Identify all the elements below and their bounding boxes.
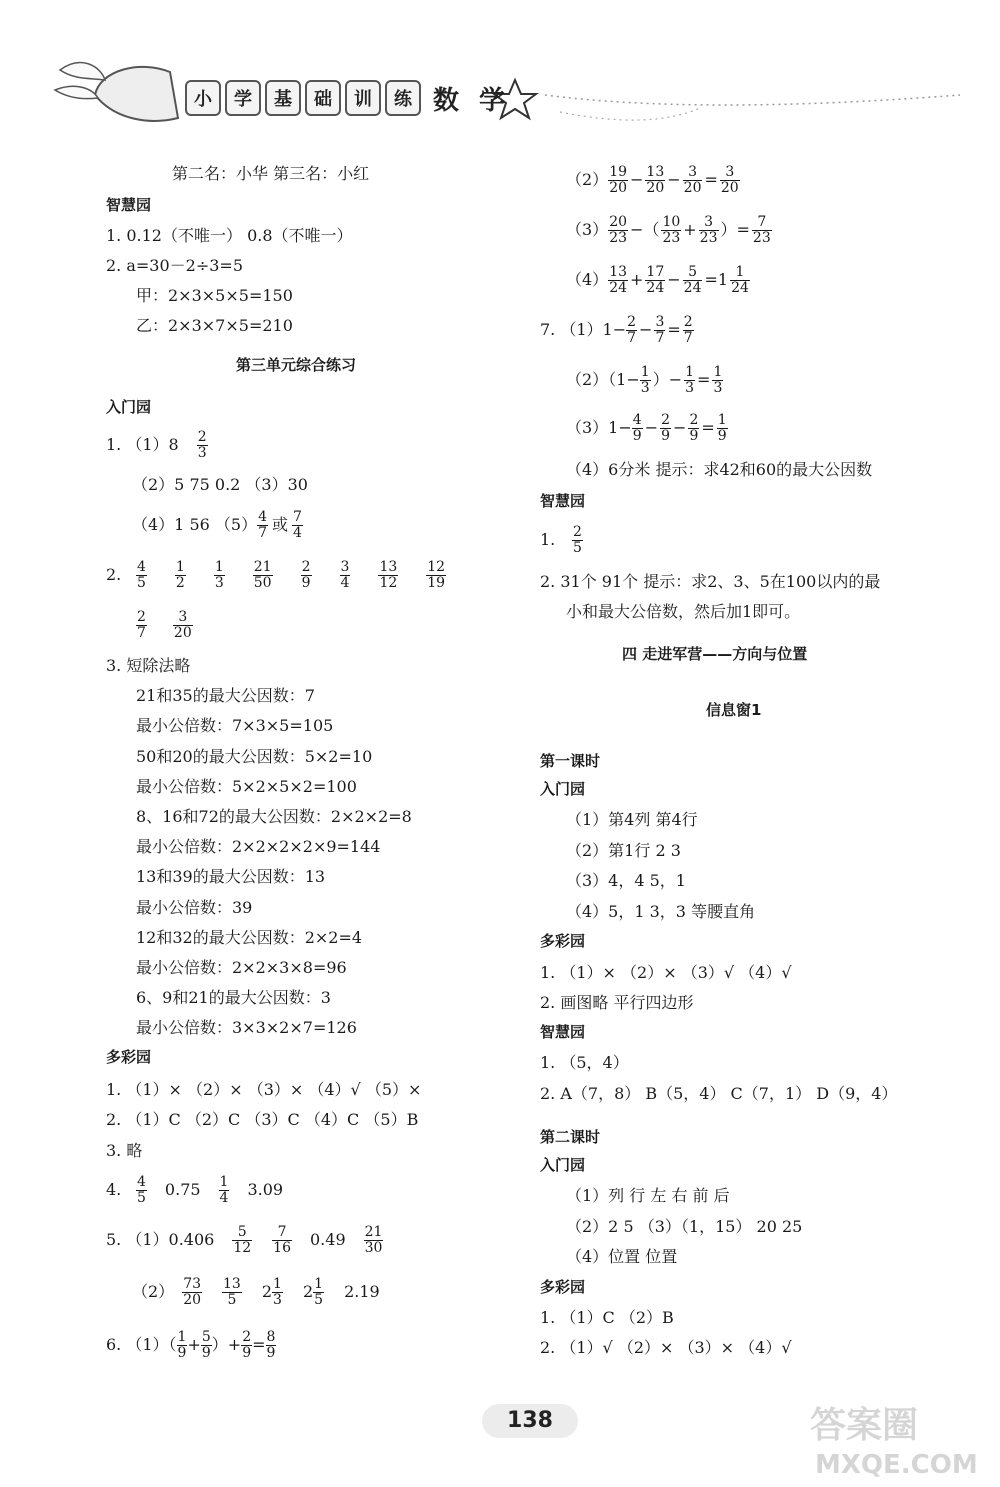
answer-text: 或	[272, 515, 289, 535]
unit-title: 第三单元综合练习	[236, 356, 357, 374]
fraction	[175, 560, 186, 590]
answer-text: 7. （1）1−	[540, 320, 627, 340]
denominator: 23	[609, 229, 628, 246]
fraction: $\frac{4}{5}$	[137, 1174, 146, 1206]
denominator: 4	[340, 574, 350, 591]
title-char: 小	[185, 80, 221, 116]
fraction: $\frac{1}{4}$	[219, 1174, 229, 1206]
equation-line	[566, 215, 772, 245]
denominator: 9	[301, 574, 311, 591]
denominator: 23	[752, 229, 771, 246]
numerator: 2	[301, 559, 311, 575]
answer-line	[106, 1175, 283, 1205]
lesson-title: 第一课时	[540, 752, 601, 770]
fraction	[626, 315, 637, 345]
answer-line: 2. 画图略 平行四边形	[540, 993, 694, 1012]
numerator: 3	[655, 314, 665, 330]
fraction	[699, 215, 719, 245]
fraction: $\frac{2}{5}$	[573, 524, 582, 556]
fraction	[683, 265, 703, 295]
numerator: 1	[640, 364, 650, 380]
denominator: 9	[717, 427, 727, 444]
answer-text: （2）	[566, 170, 609, 190]
watermark-graphic	[800, 1395, 990, 1480]
fraction: $\frac{8}{9}$	[266, 1329, 276, 1361]
numerator: 19	[609, 164, 628, 180]
fraction: $\frac{5}{9}$	[201, 1329, 211, 1361]
answer-line: （4）5，1 3，3 等腰直角	[566, 901, 756, 921]
fraction	[608, 265, 628, 295]
denominator: 9	[689, 427, 699, 444]
operator: +	[630, 270, 644, 290]
page-number: 138	[507, 1408, 553, 1433]
numerator: 2	[137, 609, 146, 625]
fraction	[712, 365, 723, 395]
denominator: 20	[609, 179, 628, 196]
answer-text: （2）（1−	[566, 370, 640, 390]
equation	[608, 165, 740, 195]
denominator: 19	[427, 574, 446, 591]
answer-line	[106, 1330, 276, 1360]
fraction	[136, 560, 147, 590]
answer-line: 8、16和72的最大公因数：2×2×2=8	[136, 807, 412, 826]
numerator: 13	[609, 264, 628, 280]
numerator: 10	[662, 214, 681, 230]
fraction	[683, 165, 703, 195]
section-heading: 入门园	[540, 780, 586, 798]
fraction	[717, 413, 728, 443]
fraction: $\frac{7}{16}$	[273, 1224, 291, 1256]
numerator: 2	[689, 412, 699, 428]
operator: −	[639, 320, 653, 340]
ranking-line: 第二名：小华 第三名：小红	[172, 164, 370, 183]
numerator: 3	[178, 609, 188, 625]
section-title: 信息窗1	[706, 701, 762, 719]
equation	[632, 413, 728, 443]
fraction: $\frac{1}{3}$	[273, 1276, 282, 1308]
answer-text: 3.09	[247, 1180, 284, 1200]
numerator: 3	[688, 164, 698, 180]
section-heading: 多彩园	[540, 1278, 586, 1296]
answer-line: 13和39的最大公因数：13	[136, 867, 326, 887]
fraction	[632, 413, 643, 443]
denominator: 24	[609, 279, 628, 296]
fraction	[173, 610, 193, 640]
fraction	[645, 265, 665, 295]
answer-line: （4）位置 位置	[566, 1247, 678, 1266]
answer-line	[540, 525, 583, 555]
numerator: 1	[685, 364, 695, 380]
operator: +	[187, 1335, 201, 1355]
answer-line: 最小公倍数：5×2×5×2=100	[136, 776, 357, 796]
operator: ）+	[211, 1335, 242, 1355]
fraction-list	[136, 560, 474, 590]
chapter-title: 四 走进军营——方向与位置	[622, 645, 808, 663]
title-banner	[185, 78, 517, 118]
answer-text: （3）1−	[566, 418, 632, 438]
watermark-logo	[800, 1395, 990, 1480]
operator: ）=	[720, 220, 750, 240]
answer-text: 2.19	[344, 1282, 380, 1302]
fraction	[608, 165, 628, 195]
operator: −	[673, 418, 687, 438]
fraction	[426, 560, 446, 590]
answer-text: 1.	[540, 530, 556, 550]
title-char: 基	[265, 80, 301, 116]
answer-text: 5. （1）0.406	[106, 1230, 215, 1250]
denominator: 12	[379, 574, 398, 591]
operator: −（	[630, 220, 660, 240]
answer-line: 2. （1）C （2）C （3）C （4）C （5）B	[106, 1110, 419, 1129]
denominator: 24	[683, 279, 702, 296]
section-heading: 智慧园	[540, 1023, 586, 1041]
numerator: 12	[427, 559, 446, 575]
fraction: $\frac{13}{5}$	[223, 1276, 241, 1308]
fraction	[752, 215, 772, 245]
denominator: 5	[137, 574, 146, 591]
answer-line: 甲：2×3×5×5=150	[136, 286, 293, 305]
fraction	[730, 265, 750, 295]
answer-text: 4.	[106, 1180, 122, 1200]
answer-line: 1. （1）× （2）× （3）√ （4）√	[540, 963, 792, 982]
section-heading: 入门园	[106, 398, 152, 416]
operator: −	[630, 170, 644, 190]
lesson-title: 第二课时	[540, 1128, 601, 1146]
denominator: 20	[646, 179, 665, 196]
page-header	[0, 0, 1000, 150]
denominator: 7	[627, 329, 637, 346]
operator: −	[667, 270, 681, 290]
numerator: 20	[609, 214, 628, 230]
fraction-row	[136, 610, 219, 640]
answer-line: 最小公倍数：2×2×2×2×9=144	[136, 837, 381, 857]
answer-line: 最小公倍数：7×3×5=105	[136, 716, 334, 736]
answer-line: （2）2 5 （3）（1，15） 20 25	[566, 1216, 803, 1236]
fraction	[684, 365, 695, 395]
section-heading: 智慧园	[106, 196, 152, 214]
fraction	[645, 165, 665, 195]
operator: −	[644, 418, 659, 438]
answer-text: （4）1 56 （5）	[132, 515, 258, 535]
operator: −	[667, 170, 681, 190]
numerator: 2	[627, 314, 637, 330]
title-char: 学	[225, 80, 261, 116]
answer-line: 1. 0.12（不唯一） 0.8（不唯一）	[106, 226, 353, 245]
fraction: $\frac{4}{7}$	[258, 509, 267, 541]
operator: =	[667, 320, 681, 340]
numerator: 17	[646, 264, 665, 280]
answer-line: （1）列 行 左 右 前 后	[566, 1186, 730, 1205]
section-heading: 入门园	[540, 1156, 586, 1174]
answer-text: 0.75	[164, 1180, 201, 1200]
denominator: 3	[685, 379, 695, 396]
operator: =1	[704, 270, 729, 290]
numerator: 7	[757, 214, 767, 230]
equation	[640, 365, 724, 395]
answer-line: 1. （5，4）	[540, 1053, 629, 1072]
fraction	[136, 610, 147, 640]
answer-text: （4）	[566, 270, 609, 290]
denominator: 2	[175, 574, 185, 591]
answer-line	[132, 510, 303, 540]
answer-line: （4）6分米 提示：求42和60的最大公因数	[566, 460, 873, 479]
answer-line: 50和20的最大公因数：5×2=10	[136, 746, 373, 766]
answer-line: 2. a=30－2÷3=5	[106, 256, 244, 275]
subject-char: 数	[432, 85, 459, 116]
fraction: $\frac{21}{30}$	[364, 1224, 383, 1256]
numerator: 13	[646, 164, 665, 180]
fraction: $\frac{5}{12}$	[233, 1224, 252, 1256]
equation-line	[540, 315, 694, 345]
operator: ）−	[652, 370, 683, 390]
fraction	[720, 165, 740, 195]
answer-line: 小和最大公倍数，然后加1即可。	[566, 602, 801, 621]
equation	[608, 215, 772, 245]
answer-text: 1. （1）8	[106, 435, 179, 455]
denominator: 9	[632, 427, 642, 444]
fraction: $\frac{73}{20}$	[183, 1276, 202, 1308]
section-heading: 多彩园	[106, 1048, 152, 1066]
fraction	[661, 215, 681, 245]
denominator: 3	[713, 379, 723, 396]
answer-line: 21和35的最大公因数：7	[136, 686, 315, 706]
denominator: 7	[655, 329, 665, 346]
fraction: $\frac{1}{9}$	[177, 1329, 187, 1361]
denominator: 50	[253, 574, 272, 591]
fraction	[660, 413, 671, 443]
equation-line	[566, 165, 740, 195]
denominator: 23	[699, 229, 718, 246]
fraction	[340, 560, 351, 590]
denominator: 24	[731, 279, 749, 296]
denominator: 3	[640, 379, 650, 396]
answer-text: 2	[261, 1282, 273, 1302]
subject-char: 学	[478, 85, 505, 116]
denominator: 20	[683, 179, 702, 196]
answer-line: 1. （1）× （2）× （3）× （4）√ （5）×	[106, 1080, 422, 1099]
denominator: 23	[662, 229, 681, 246]
equation-line	[566, 365, 723, 395]
answer-line: （1）第4列 第4行	[566, 810, 698, 829]
answer-line: 3. 短除法略	[106, 656, 191, 675]
fraction	[654, 315, 665, 345]
operator: =	[701, 418, 715, 438]
answer-line: 12和32的最大公因数：2×2=4	[136, 927, 363, 947]
answer-text: （2）	[132, 1282, 175, 1302]
equation	[608, 265, 750, 295]
answer-text: 2.	[106, 565, 122, 585]
title-char: 练	[385, 80, 421, 116]
denominator: 3	[214, 574, 224, 591]
answer-line: （3）4，4 5，1	[566, 871, 686, 890]
numerator: 1	[735, 264, 745, 280]
answer-line: （2）第1行 2 3	[566, 840, 681, 860]
section-heading: 智慧园	[540, 492, 586, 510]
answer-line: 最小公倍数：39	[136, 897, 253, 917]
denominator: 7	[683, 329, 693, 346]
title-char: 训	[345, 80, 381, 116]
denominator: 24	[646, 279, 665, 296]
operator: =	[704, 170, 718, 190]
fraction-list	[136, 610, 219, 640]
fraction	[608, 215, 628, 245]
answer-line: 3. 略	[106, 1141, 143, 1160]
fraction: $\frac{1}{5}$	[314, 1276, 324, 1308]
answer-line: 2. （1）√ （2）× （3）× （4）√	[540, 1338, 792, 1357]
operator: =	[252, 1335, 266, 1355]
numerator: 1	[214, 559, 224, 575]
operator: =	[697, 370, 711, 390]
answer-line: （2）5 75 0.2 （3）30	[132, 475, 308, 494]
fraction	[214, 560, 225, 590]
fraction: $\frac{2}{3}$	[197, 429, 207, 461]
operator: +	[683, 220, 697, 240]
answer-line	[106, 1225, 383, 1255]
numerator: 13	[379, 559, 398, 575]
numerator: 5	[688, 264, 698, 280]
denominator: 9	[661, 427, 671, 444]
answer-line: 乙：2×3×7×5=210	[136, 316, 293, 335]
numerator: 3	[340, 559, 350, 575]
equation	[626, 315, 694, 345]
fraction	[301, 560, 312, 590]
answer-text: 0.49	[310, 1230, 346, 1250]
numerator: 1	[713, 364, 723, 380]
fraction	[378, 560, 398, 590]
fraction-row	[106, 560, 474, 590]
numerator: 1	[717, 412, 727, 428]
fraction: $\frac{2}{9}$	[242, 1329, 252, 1361]
answer-line: 6、9和21的最大公因数：3	[136, 988, 331, 1008]
watermark-text-bottom: MXQE.COM	[815, 1450, 978, 1480]
fraction	[640, 365, 651, 395]
answer-text: 2	[302, 1282, 314, 1302]
answer-text: （3）	[566, 220, 609, 240]
equation-line	[566, 413, 728, 443]
answer-line	[106, 430, 208, 460]
answer-line: 2. 31个 91个 提示：求2、3、5在100以内的最	[540, 572, 881, 591]
numerator: 3	[704, 214, 714, 230]
numerator: 2	[661, 412, 671, 428]
answer-line	[132, 1277, 380, 1307]
answer-line: 最小公倍数：2×2×3×8=96	[136, 958, 347, 977]
numerator: 2	[683, 314, 693, 330]
numerator: 1	[175, 559, 185, 575]
denominator: 20	[720, 179, 739, 196]
equation-line	[566, 265, 750, 295]
numerator: 21	[253, 559, 272, 575]
numerator: 4	[137, 559, 146, 575]
answer-line: 2. A（7，8） B（5，4） C（7，1） D（9，4）	[540, 1084, 898, 1103]
answer-line: 最小公倍数：3×3×2×7=126	[136, 1018, 357, 1038]
denominator: 7	[137, 624, 146, 641]
denominator: 20	[173, 624, 192, 641]
fraction	[683, 315, 694, 345]
fraction	[688, 413, 699, 443]
answer-text: 6. （1）（	[106, 1335, 177, 1355]
numerator: 3	[725, 164, 735, 180]
numerator: 4	[632, 412, 642, 428]
fraction: $\frac{7}{4}$	[293, 509, 302, 541]
fraction	[253, 560, 273, 590]
header-decoration	[0, 0, 1000, 150]
answer-line: 1. （1）C （2）B	[540, 1308, 674, 1327]
watermark-text-top: 答案圈	[810, 1405, 919, 1446]
title-char: 础	[305, 80, 341, 116]
section-heading: 多彩园	[540, 932, 586, 950]
